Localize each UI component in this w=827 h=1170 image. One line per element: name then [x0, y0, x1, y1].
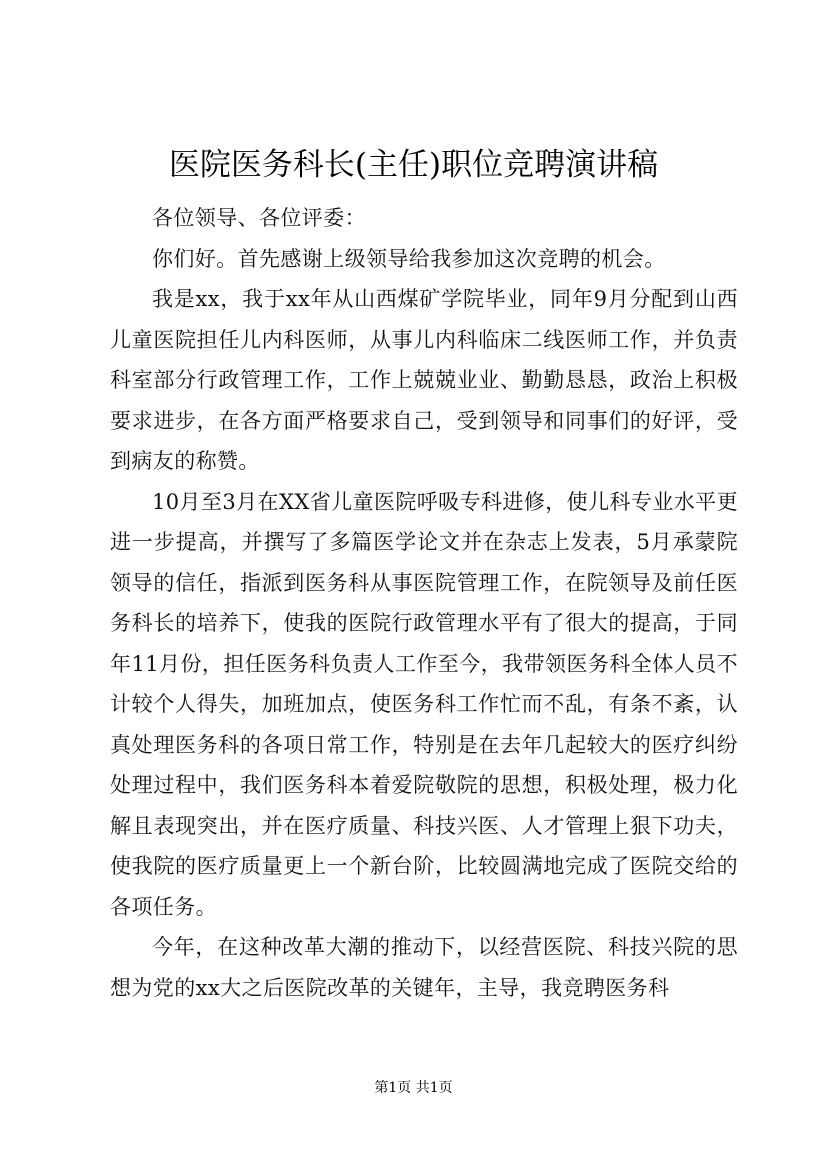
paragraph-salutation: 各位领导、各位评委： — [152, 206, 366, 230]
document-body — [110, 198, 738, 1008]
document-title: 医院医务科长(主任)职位竞聘演讲稿 — [168, 147, 659, 183]
page-number-footer: 第1页 共1页 — [374, 1080, 453, 1096]
paragraph-background: 我是xx，我于xx年从山西煤矿学院毕业，同年9月分配到山西儿童医院担任儿内科医师，从事儿内科临床二线医师工作，并负责科室部分行政管理工作，工作上兢兢业业、勤勤恳恳，政治上积极要求进步，在各方面严格要求自己，受到领导和同事们的好评，受到病友的称赞。 — [110, 287, 738, 473]
paragraph-experience: 10月至3月在XX省儿童医院呼吸专科进修，使儿科专业水平更进一步提高，并撰写了多篇医学论文并在杂志上发表，5月承蒙院领导的信任，指派到医务科从事医院管理工作，在院领导及前任医务科长的培养下，使我的医院行政管理水平有了很大的提高，于同年11月份，担任医务科负责人工作至今，我带领医务科全体人员不计较个人得失，加班加点，使医务科工作忙而不乱，有条不紊，认真处理医务科的各项日常工作，特别是在去年几起较大的医疗纠纷处理过程中，我们医务科本着爱院敬院的思想，积极处理，极力化解且表现突出，并在医疗质量、科技兴医、人才管理上狠下功夫，使我院的医疗质量更上一个新台阶，比较圆满地完成了医院交给的各项任务。 — [110, 489, 738, 919]
paragraph-greeting: 你们好。首先感谢上级领导给我参加这次竞聘的机会。 — [152, 246, 666, 271]
paragraph-current-year: 今年，在这种改革大潮的推动下，以经营医院、科技兴院的思想为党的xx大之后医院改革的关键年，主导，我竞聘医务科 — [110, 935, 738, 1000]
